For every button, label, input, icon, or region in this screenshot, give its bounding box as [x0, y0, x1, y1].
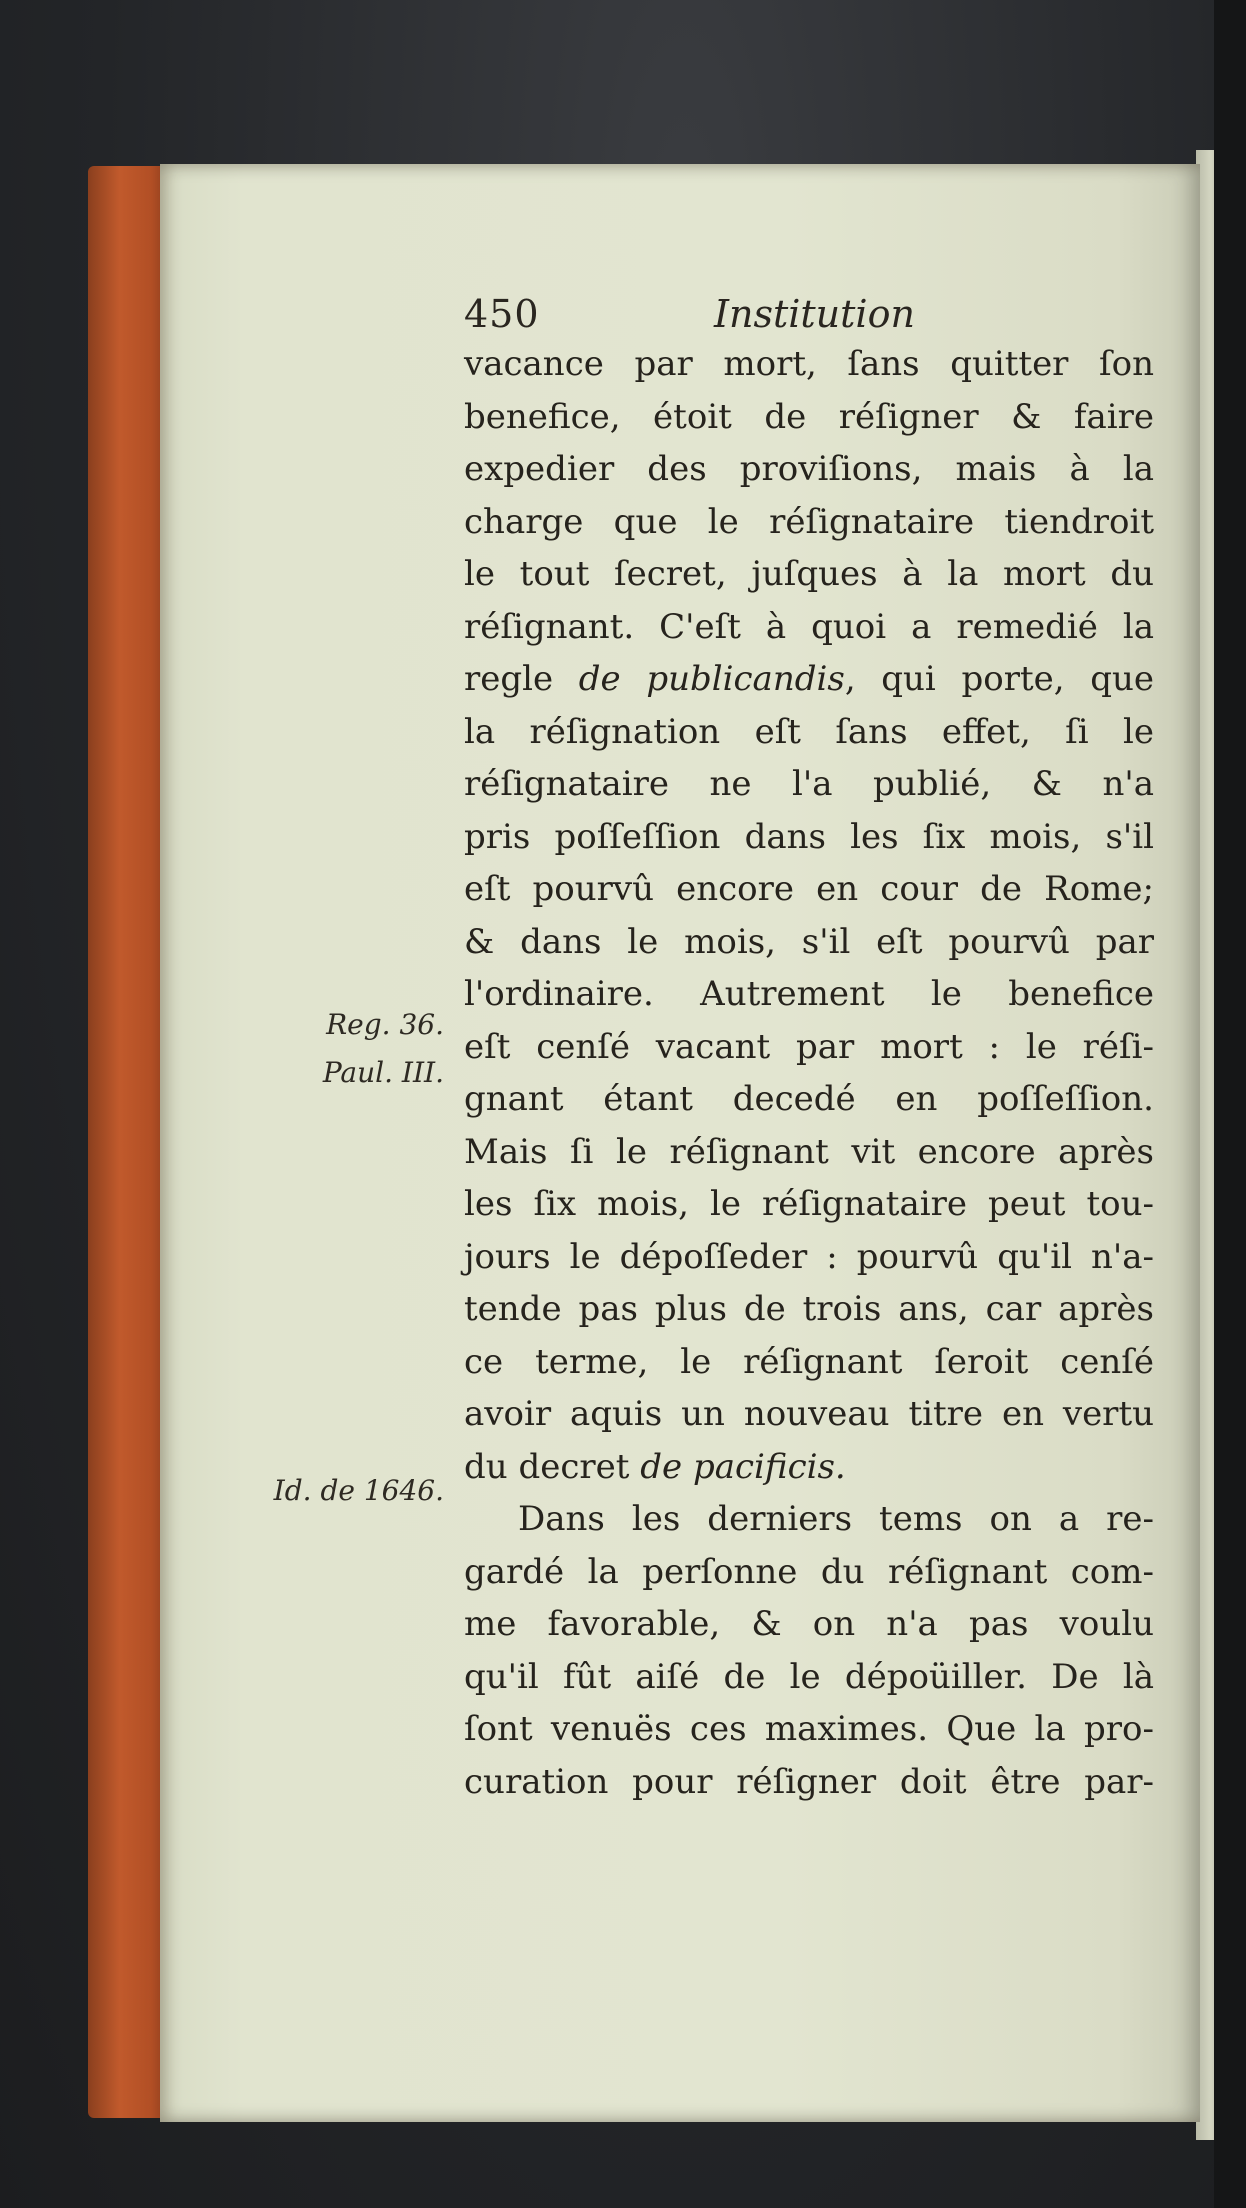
text-line: pris poſſeſſion dans les ſix mois, s'il — [464, 816, 1154, 857]
text-line: jours le dépoſſeder : pourvû qu'il n'a- — [464, 1236, 1154, 1277]
text-line: curation pour réſigner doit être par- — [464, 1761, 1154, 1802]
text-line: du decret de pacificis. — [464, 1446, 846, 1487]
text-line: regle de publicandis, qui porte, que — [464, 659, 1154, 699]
text-line: gnant étant decedé en poſſeſſion. — [464, 1079, 1154, 1119]
margin-note: Id. de 1646. — [273, 1474, 444, 1507]
text-line: réſignant. C'eſt à quoi a remedié la — [464, 606, 1154, 647]
text-line: vacance par mort, ſans quitter ſon — [464, 344, 1154, 384]
text-line: charge que le réſignataire tiendroit — [464, 501, 1154, 542]
text-line: l'ordinaire. Autrement le benefice — [464, 974, 1154, 1014]
text-line: me favorable, & on n'a pas voulu — [464, 1604, 1154, 1644]
running-head: Institution — [714, 292, 915, 336]
page-number: 450 — [464, 292, 540, 336]
text-line: Mais ſi le réſignant vit encore après — [464, 1131, 1154, 1172]
text-line: Dans les derniers tems on a re- — [518, 1499, 1154, 1539]
text-line: les ſix mois, le réſignataire peut tou- — [464, 1184, 1154, 1224]
text-line: réſignataire ne l'a publié, & n'a — [464, 764, 1154, 804]
text-line: qu'il fût aiſé de le dépoüiller. De là — [464, 1656, 1154, 1697]
text-line: le tout ſecret, juſques à la mort du — [464, 554, 1154, 594]
margin-note: Paul. III. — [322, 1056, 444, 1089]
latin-term: de pacificis. — [640, 1446, 846, 1487]
margin-note: Reg. 36. — [326, 1008, 444, 1041]
latin-term: de publicandis — [578, 659, 845, 699]
text-line: tende pas plus de trois ans, car après — [464, 1289, 1154, 1329]
text-line: expedier des proviſions, mais à la — [464, 449, 1154, 489]
text-line: ſont venuës ces maximes. Que la pro- — [464, 1709, 1154, 1749]
body-text — [464, 338, 1154, 1808]
text-line: la réſignation eſt ſans effet, ſi le — [464, 711, 1154, 752]
text-line: gardé la perſonne du réſignant com- — [464, 1551, 1154, 1592]
text-line: eſt pourvû encore en cour de Rome; — [464, 869, 1154, 909]
text-line: avoir aquis un nouveau titre en vertu — [464, 1394, 1154, 1434]
text-line: & dans le mois, s'il eſt pourvû par — [464, 921, 1154, 962]
text-line: ce terme, le réſignant ſeroit cenſé — [464, 1341, 1154, 1382]
text-line: benefice, étoit de réſigner & faire — [464, 396, 1154, 437]
book-binding-shadow — [1214, 0, 1246, 2208]
text-line: eſt cenſé vacant par mort : le réſi- — [464, 1026, 1154, 1067]
